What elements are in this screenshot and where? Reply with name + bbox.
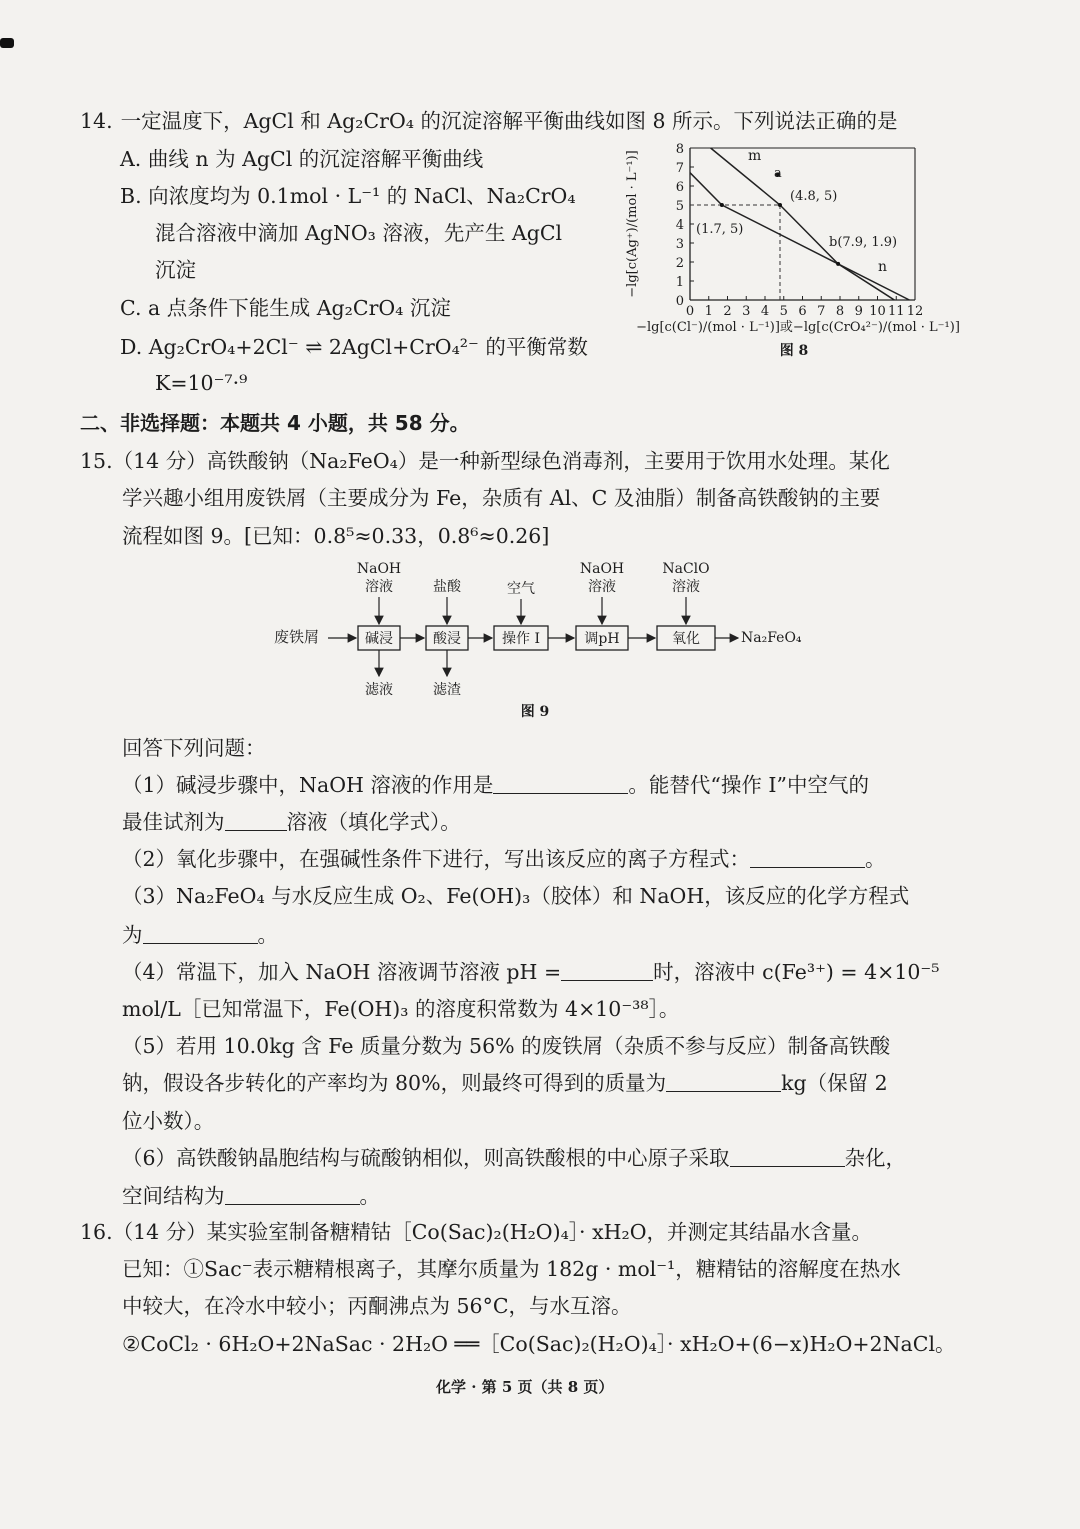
point-4-8-5-label: (4.8, 5) (790, 189, 838, 204)
q15-part6-text-d: 。 (359, 1184, 380, 1208)
step-acid-leach: 酸浸 (433, 631, 461, 647)
q16-line4: ②CoCl₂ · 6H₂O+2NaSac · 2H₂O ══［Co(Sac)₂(H₂O)₄］· xH₂O+(6−x)H₂O+2NaCl。 (122, 1332, 956, 1356)
x-tick-label: 9 (854, 304, 863, 319)
answer-blank-4[interactable] (561, 962, 653, 981)
input-hcl: 盐酸 (433, 579, 461, 595)
x-tick-label: 6 (798, 304, 807, 319)
x-tick-label: 11 (887, 304, 905, 319)
flow-end-label: Na₂FeO₄ (741, 630, 802, 646)
q14-option-b-line3: 沉淀 (155, 258, 196, 282)
q15-part3-line2 (122, 922, 278, 948)
q15-part1-text-a: （1）碱浸步骤中，NaOH 溶液的作用是 (122, 773, 494, 797)
q14-option-a: A. 曲线 n 为 AgCl 的沉淀溶解平衡曲线 (120, 147, 484, 171)
x-tick-label: 1 (704, 304, 713, 319)
answer-blank-6a[interactable] (730, 1148, 845, 1167)
q15-part1-text-b: 。能替代“操作 I”中空气的 (628, 773, 869, 797)
point-1-7-5 (720, 203, 724, 207)
q14-number: 14. (80, 109, 113, 133)
y-tick-label: 5 (675, 199, 684, 214)
x-tick-label: 10 (869, 304, 886, 319)
answer-blank-2[interactable] (750, 849, 865, 868)
y-tick-label: 8 (675, 142, 684, 157)
input-naclo: NaClO (662, 561, 710, 577)
y-tick-label: 7 (675, 161, 684, 176)
step-oxidation: 氧化 (672, 631, 700, 647)
x-tick-label: 12 (906, 304, 924, 319)
q16-line1: 16.（14 分）某实验室制备糖精钴［Co(Sac)₂(H₂O)₄］· xH₂O，并测定其结晶水含量。 (80, 1220, 873, 1244)
figure-8-caption: 图 8 (779, 343, 809, 359)
q14-option-d-line1: D. Ag₂CrO₄+2Cl⁻ ⇌ 2AgCl+CrO₄²⁻ 的平衡常数 (120, 335, 588, 359)
y-tick-label: 4 (675, 218, 684, 233)
curve-m-label: m (748, 148, 762, 164)
step-operation-1: 操作 I (502, 631, 540, 647)
answer-blank-5[interactable] (666, 1073, 781, 1092)
q15-part6-line2 (122, 1183, 380, 1209)
x-tick-label: 5 (779, 304, 788, 319)
q15-part6-line1 (122, 1145, 906, 1171)
x-tick-label: 7 (817, 304, 826, 319)
q15-part5-text-b: 钠，假设各步转化的产率均为 80%，则最终可得到的质量为 (122, 1071, 667, 1095)
q15-part2-text-b: 。 (865, 847, 886, 871)
point-b-label: b(7.9, 1.9) (829, 235, 898, 250)
page-footer: 化学 · 第 5 页（共 8 页） (436, 1378, 614, 1396)
q15-part4-line2: mol/L［已知常温下，Fe(OH)₃ 的溶度积常数为 4×10⁻³⁸］。 (122, 997, 680, 1021)
figure-8-chart (620, 138, 990, 370)
x-tick-label: 4 (760, 304, 770, 319)
flow-start-label: 废铁屑 (274, 628, 320, 646)
q14-option-b-line1: B. 向浓度均为 0.1mol · L⁻¹ 的 NaCl、Na₂CrO₄ (120, 184, 576, 208)
scan-mark (0, 38, 14, 48)
input-naoh-1: NaOH (356, 561, 402, 577)
x-tick-label: 3 (742, 304, 751, 319)
q15-part1-line2 (122, 809, 461, 835)
q16-line3: 中较大，在冷水中较小；丙酮沸点为 56°C，与水互溶。 (122, 1294, 632, 1318)
output-filtrate: 滤液 (365, 682, 393, 698)
q15-line2: 学兴趣小组用废铁屑（主要成分为 Fe，杂质有 Al、C 及油脂）制备高铁酸钠的主要 (122, 486, 881, 510)
q15-part4-text-a: （4）常温下，加入 NaOH 溶液调节溶液 pH = (122, 960, 562, 984)
q15-part2-text-a: （2）氧化步骤中，在强碱性条件下进行，写出该反应的离子方程式： (122, 847, 751, 871)
q15-part3-text-b: 为 (122, 923, 143, 947)
q15-answer-intro: 回答下列问题： (122, 736, 266, 760)
input-naclo-solution: 溶液 (672, 579, 700, 595)
q14-option-b-line2: 混合溶液中滴加 AgNO₃ 溶液，先产生 AgCl (155, 221, 563, 245)
input-air: 空气 (507, 581, 535, 597)
q14-stem (80, 108, 898, 134)
q15-part3-line1: （3）Na₂FeO₄ 与水反应生成 O₂、Fe(OH)₃（胶体）和 NaOH，该反应的化学方程式 (122, 884, 910, 908)
q15-part5-line3: 位小数）。 (122, 1109, 215, 1133)
answer-blank-6b[interactable] (225, 1186, 360, 1205)
x-axis-label: −lg[c(Cl⁻)/(mol · L⁻¹)]或−lg[c(CrO₄²⁻)/(mol · L⁻¹)] (636, 320, 960, 335)
x-tick-label: 2 (723, 304, 732, 319)
answer-blank-1b[interactable] (225, 812, 287, 831)
section-2-heading: 二、非选择题：本题共 4 小题，共 58 分。 (80, 411, 470, 435)
q15-part6-text-a: （6）高铁酸钠晶胞结构与硫酸钠相似，则高铁酸根的中心原子采取 (122, 1146, 730, 1170)
q15-part5-text-c: kg（保留 2 (781, 1071, 888, 1095)
y-tick-label: 3 (675, 237, 684, 252)
q14-stem-text: 一定温度下，AgCl 和 Ag₂CrO₄ 的沉淀溶解平衡曲线如图 8 所示。下列说法正确的是 (120, 109, 898, 133)
q15-part2 (122, 846, 886, 872)
point-4-8-5 (778, 203, 782, 207)
x-tick-label: 0 (685, 304, 695, 319)
output-residue: 滤渣 (433, 682, 461, 698)
input-naoh-2-solution: 溶液 (588, 579, 616, 595)
figure-9-caption: 图 9 (520, 704, 550, 720)
q15-line1: 15.（14 分）高铁酸钠（Na₂FeO₄）是一种新型绿色消毒剂，主要用于饮用水处理。某化 (80, 449, 890, 473)
input-naoh-1-solution: 溶液 (365, 579, 393, 595)
q15-part1-text-d: 溶液（填化学式）。 (286, 810, 461, 834)
q15-part1-text-c: 最佳试剂为 (122, 810, 225, 834)
y-tick-label: 6 (675, 180, 684, 195)
figure-9-flowchart (270, 558, 815, 726)
q15-line3: 流程如图 9。[已知：0.8⁵≈0.33，0.8⁶≈0.26] (122, 524, 550, 548)
curve-n-label: n (878, 259, 888, 275)
point-b (836, 262, 840, 266)
answer-blank-1a[interactable] (493, 775, 628, 794)
q15-part3-text-c: 。 (257, 923, 278, 947)
step-adjust-ph: 调pH (584, 631, 620, 647)
y-tick-label: 0 (675, 294, 684, 309)
q14-option-d-line2: K=10⁻⁷·⁹ (155, 371, 248, 395)
q15-part6-text-c: 空间结构为 (122, 1184, 225, 1208)
q14-option-c: C. a 点条件下能生成 Ag₂CrO₄ 沉淀 (120, 296, 451, 320)
point-a-label: a (774, 166, 782, 181)
q15-part4-text-b: 时，溶液中 c(Fe³⁺) = 4×10⁻⁵ (653, 960, 940, 984)
x-tick-label: 8 (835, 304, 845, 319)
q16-line2: 已知：①Sac⁻表示糖精根离子，其摩尔质量为 182g · mol⁻¹，糖精钴的溶解度在热水 (122, 1257, 901, 1281)
step-alkali-leach: 碱浸 (365, 631, 393, 647)
point-1-7-5-label: (1.7, 5) (696, 222, 744, 237)
q15-part5-line2 (122, 1070, 888, 1096)
y-axis-label: −lg[c(Ag⁺)/(mol · L⁻¹)] (625, 150, 640, 298)
answer-blank-3[interactable] (143, 925, 258, 944)
q15-part6-text-b: 杂化， (844, 1146, 907, 1170)
q15-part4-line1 (122, 959, 939, 985)
q15-part1-line1 (122, 772, 869, 798)
q15-part5-line1: （5）若用 10.0kg 含 Fe 质量分数为 56% 的废铁屑（杂质不参与反应）制备高铁酸 (122, 1034, 891, 1058)
y-tick-label: 1 (675, 275, 684, 290)
input-naoh-2: NaOH (579, 561, 625, 577)
y-tick-label: 2 (675, 256, 684, 271)
